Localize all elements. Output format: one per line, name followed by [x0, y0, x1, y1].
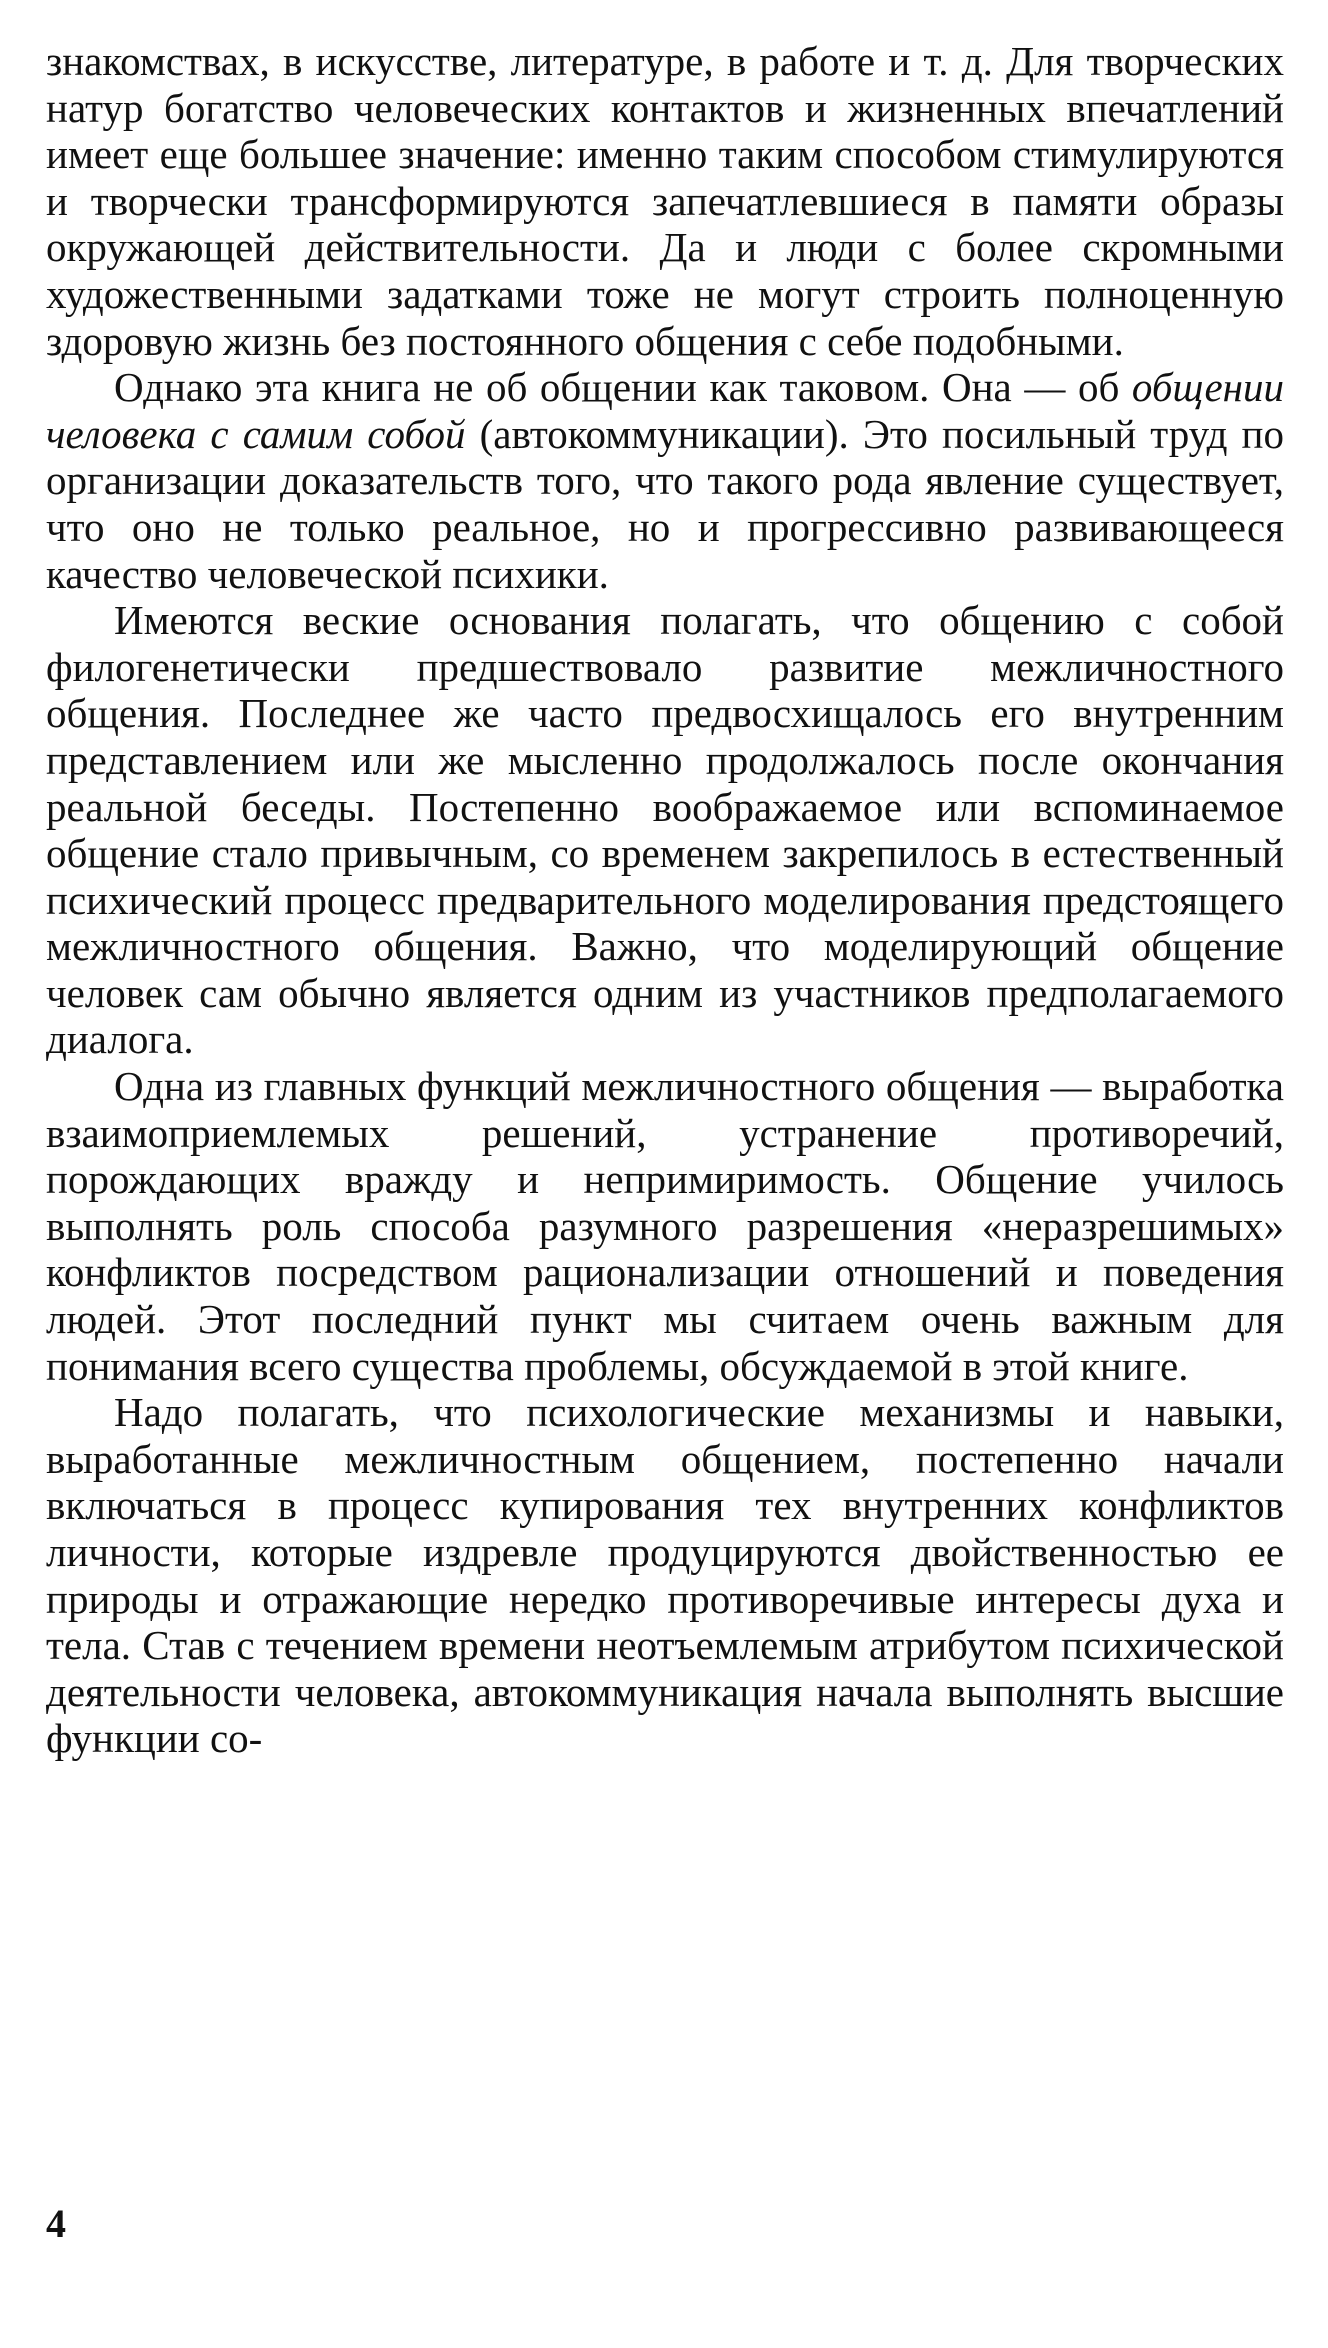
paragraph-1: знакомствах, в искусстве, литературе, в работе и т. д. Для творческих натур богатство человеческих контактов и жизненных впечатлений имеет еще большее значение: именно таким способом стимулируются и творчески трансформируются запечатлевшиеся в памяти образы окружающей действительности. Да и люди с более скромными художественными задатками тоже не могут строить полноценную здоровую жизнь без постоянного общения с себе подобными.: [46, 38, 1284, 364]
paragraph-2-lead: Однако эта книга не об общении как таковом. Она — об: [114, 364, 1132, 411]
page-body: [46, 38, 1284, 1762]
paragraph-2-emphasis: общении человека с самим собой: [46, 364, 1284, 457]
page-number: 4: [46, 2201, 66, 2246]
paragraph-5: Надо полагать, что психологические механизмы и навыки, выработанные межличностным общением, постепенно начали включаться в процесс купирования тех внутренних конфликтов личности, которые издревле продуцируются двойственностью ее природы и отражающие нередко противоречивые интересы духа и тела. Став с течением времени неотъемлемым атрибутом психической деятельности человека, автокоммуникация начала выполнять высшие функции со-: [46, 1389, 1284, 1762]
paragraph-2: [46, 364, 1284, 597]
paragraph-3: Имеются веские основания полагать, что общению с собой филогенетически предшествовало развитие межличностного общения. Последнее же часто предвосхищалось его внутренним представлением или же мысленно продолжалось после окончания реальной беседы. Постепенно воображаемое или вспоминаемое общение стало привычным, со временем закрепилось в естественный психический процесс предварительного моделирования предстоящего межличностного общения. Важно, что моделирующий общение человек сам обычно является одним из участников предполагаемого диалога.: [46, 597, 1284, 1063]
paragraph-4: Одна из главных функций межличностного общения — выработка взаимоприемлемых решений, устранение противоречий, порождающих вражду и непримиримость. Общение училось выполнять роль способа разумного разрешения «неразрешимых» конфликтов посредством рационализации отношений и поведения людей. Этот последний пункт мы считаем очень важным для понимания всего существа проблемы, обсуждаемой в этой книге.: [46, 1063, 1284, 1389]
paragraph-2-tail: (автокоммуникации). Это посильный труд по организации доказательств того, что такого рода явление существует, что оно не только реальное, но и прогрессивно развивающееся качество человеческой психики.: [46, 410, 1284, 597]
